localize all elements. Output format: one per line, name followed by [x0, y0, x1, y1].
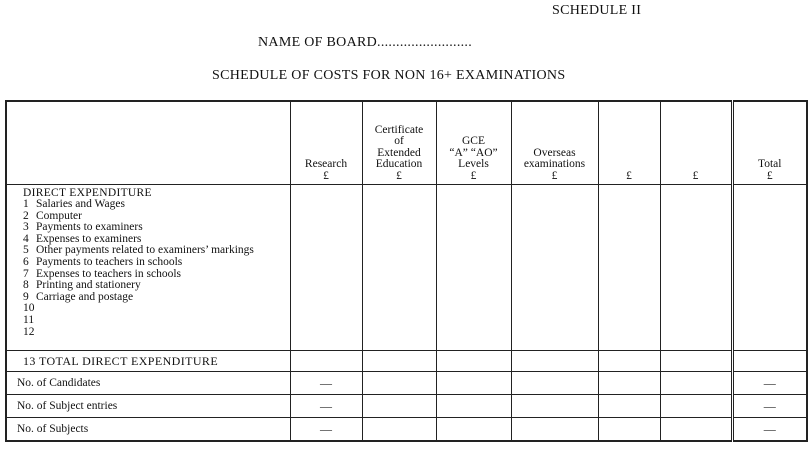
cell-cee	[362, 351, 436, 372]
expenditure-item: 5 Other payments related to examiners’ markings	[23, 244, 254, 257]
research-dash: —	[290, 372, 362, 395]
expenditure-item: 6 Payments to teachers in schools	[23, 255, 183, 268]
header-line: £	[323, 169, 329, 182]
cell-blank-1	[598, 395, 660, 418]
cell-total	[732, 185, 807, 351]
cell-overseas	[511, 395, 598, 418]
expenditure-item: 10	[23, 302, 35, 315]
cell-gce	[436, 351, 511, 372]
cell-blank-1	[598, 372, 660, 395]
total-direct-expenditure-label: 13 TOTAL DIRECT EXPENDITURE	[6, 351, 290, 372]
header-line: £	[626, 169, 632, 182]
total-dash: —	[732, 372, 807, 395]
expenditure-item: 4 Expenses to examiners	[23, 232, 142, 245]
cell-cee	[362, 372, 436, 395]
expenditure-item: 12	[23, 325, 35, 338]
header-line: £	[766, 169, 773, 182]
direct-expenditure-row	[6, 185, 807, 351]
expenditure-item: 11	[23, 313, 35, 326]
direct-expenditure-title: DIRECT EXPENDITURE	[23, 187, 152, 199]
cell-gce	[436, 418, 511, 442]
subject-entries-row	[6, 395, 807, 418]
research-dash: —	[290, 395, 362, 418]
document-title: SCHEDULE OF COSTS FOR NON 16+ EXAMINATIONS	[212, 68, 566, 83]
header-line: Overseas	[533, 146, 576, 159]
cell-gce	[436, 185, 511, 351]
cell-research	[290, 185, 362, 351]
header-line: Certificate	[374, 123, 424, 136]
total-direct-expenditure-row	[6, 351, 807, 372]
row-label-header	[6, 101, 290, 185]
header-line: £	[692, 169, 699, 182]
cell-research	[290, 351, 362, 372]
column-header-cee	[362, 101, 436, 185]
cell-blank-1	[598, 351, 660, 372]
cell-blank-1	[598, 418, 660, 442]
schedule-label: SCHEDULE II	[552, 3, 642, 18]
cell-overseas	[511, 418, 598, 442]
header-line: Total	[758, 158, 782, 170]
expenditure-item: 1 Salaries and Wages	[23, 198, 125, 210]
candidates-label: No. of Candidates	[6, 372, 290, 395]
board-name-line: NAME OF BOARD.........................	[258, 35, 473, 50]
header-line: Levels	[458, 158, 489, 170]
cell-blank-2	[660, 351, 732, 372]
subjects-label: No. of Subjects	[6, 418, 290, 442]
expenditure-item: 3 Payments to examiners	[23, 221, 143, 234]
cell-blank-1	[598, 185, 660, 351]
header-line: examinations	[523, 158, 586, 170]
cell-blank-2	[660, 395, 732, 418]
subject-entries-label: No. of Subject entries	[6, 395, 290, 418]
cell-blank-2	[660, 185, 732, 351]
cell-cee	[362, 395, 436, 418]
header-line: of	[394, 135, 404, 147]
cost-schedule-table	[5, 100, 808, 442]
direct-expenditure-items	[6, 185, 290, 351]
column-header-blank-1	[598, 101, 660, 185]
cell-gce	[436, 372, 511, 395]
header-line: Education	[375, 158, 423, 170]
cell-gce	[436, 395, 511, 418]
cell-cee	[362, 185, 436, 351]
column-header-row	[6, 101, 807, 185]
header-line: GCE	[462, 135, 485, 147]
cell-overseas	[511, 185, 598, 351]
column-header-overseas	[511, 101, 598, 185]
cell-overseas	[511, 372, 598, 395]
expenditure-item: 8 Printing and stationery	[23, 279, 141, 292]
total-dash: —	[732, 395, 807, 418]
expenditure-item: 7 Expenses to teachers in schools	[23, 267, 181, 280]
cell-total	[732, 351, 807, 372]
header-line: “A” “AO”	[449, 146, 498, 159]
header-line: Research	[304, 158, 348, 170]
expenditure-item: 2 Computer	[23, 209, 82, 222]
cell-blank-2	[660, 418, 732, 442]
column-header-blank-2	[660, 101, 732, 185]
header-line: £	[470, 169, 477, 182]
expenditure-item: 9 Carriage and postage	[23, 290, 134, 303]
research-dash: —	[290, 418, 362, 442]
candidates-row	[6, 372, 807, 395]
subjects-row	[6, 418, 807, 442]
cell-blank-2	[660, 372, 732, 395]
header-line: Extended	[377, 146, 421, 159]
header-line: £	[396, 169, 402, 182]
column-header-total	[732, 101, 807, 185]
header-line: £	[551, 169, 558, 182]
column-header-research	[290, 101, 362, 185]
total-dash: —	[732, 418, 807, 442]
column-header-gce	[436, 101, 511, 185]
cell-overseas	[511, 351, 598, 372]
cell-cee	[362, 418, 436, 442]
